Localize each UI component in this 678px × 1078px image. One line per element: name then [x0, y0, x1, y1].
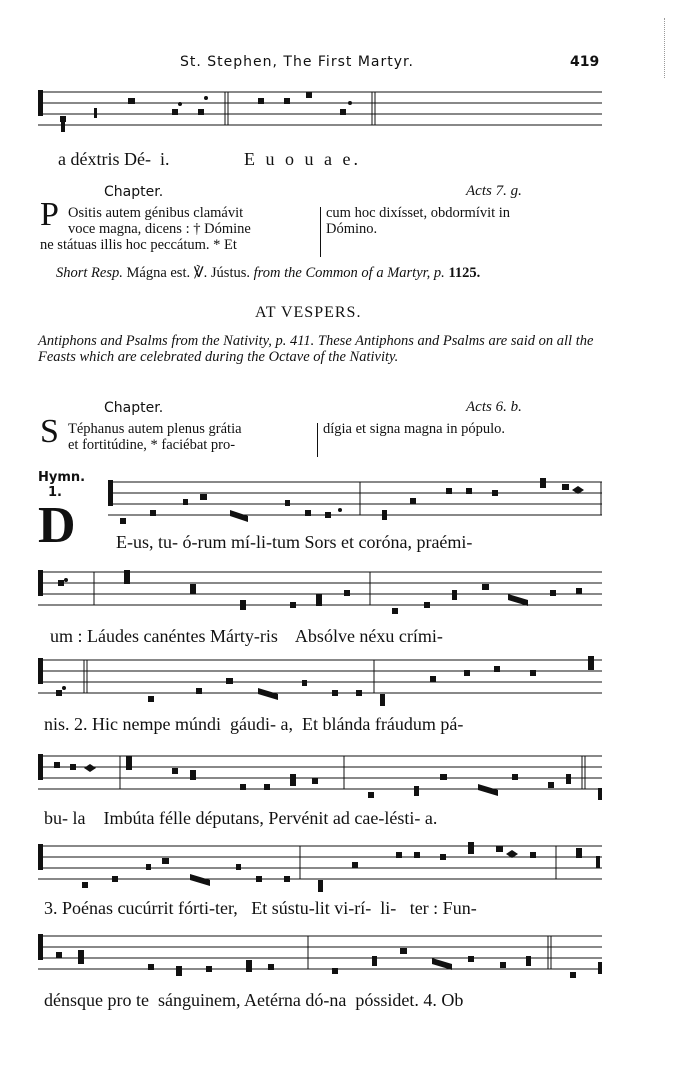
rubric-note: Antiphons and Psalms from the Nativity, p. 411. These Antiphons and Psalms are said on all the Feasts which are celebrated during the Octave of the Nativity. [38, 333, 594, 365]
chant-staff-5 [0, 746, 678, 806]
chapter-column-left [68, 421, 318, 453]
text-line: et fortitúdine, * faciébat pro- [68, 437, 236, 453]
short-resp-text: Jústus. [210, 265, 250, 281]
text-line: ne státuas illis hoc peccátum. * Et [40, 237, 237, 253]
hymn-lyric-line: bu- la Imbúta félle députans, Pervénit ad cae-lésti- a. [44, 808, 438, 828]
chapter-label: Chapter. [104, 400, 164, 416]
text-line: voce magna, dicens : † Dómine [68, 221, 251, 237]
short-resp-source: from the Common of a Martyr, p. [253, 265, 445, 281]
column-divider [320, 207, 321, 257]
drop-cap-d: D [38, 497, 76, 554]
drop-cap-s: S [40, 413, 59, 450]
hymn-lyric-line: um : Láudes canéntes Márty-ris Absólve néxu crími- [50, 626, 443, 646]
chapter-reference: Acts 7. g. [466, 183, 522, 199]
text-line: Ositis autem génibus clamávit [68, 205, 244, 221]
chant-staff-7 [0, 926, 678, 986]
running-title: St. Stephen, The First Martyr. [180, 54, 414, 70]
chapter-column-right [326, 205, 606, 237]
column-divider [317, 423, 318, 457]
short-resp-text: Mágna est. [126, 265, 191, 281]
hymn-number: 1. [48, 485, 62, 500]
hymn-lyric-line: 3. Poénas cucúrrit fórti-ter, Et sústu-lit vi-rí- li- ter : Fun- [44, 898, 477, 918]
hymn-lyric-line: nis. 2. Hic nempe múndi gáudi- a, Et blánda fráudum pá- [44, 714, 464, 734]
chant-staff-3 [0, 562, 678, 622]
chant-staff-6 [0, 836, 678, 896]
page-number: 419 [570, 54, 600, 70]
short-resp-page: 1125. [448, 265, 481, 281]
chapter-reference: Acts 6. b. [466, 399, 522, 415]
text-line: Téphanus autem plenus grátia [68, 421, 242, 437]
hymn-lyric-line: dénsque pro te sánguinem, Aetérna dó-na póssidet. 4. Ob [44, 990, 464, 1010]
text-line: dígia et signa magna in pópulo. [323, 421, 506, 437]
chant-staff-2 [0, 472, 678, 532]
antiphon-lyric-b: E u o u a e. [244, 149, 361, 169]
chapter-column-right [323, 421, 603, 437]
antiphon-lyric-a: a déxtris Dé- i. [58, 149, 170, 169]
chant-staff-1 [0, 86, 678, 146]
drop-cap-p: P [40, 196, 59, 233]
page-header [0, 54, 678, 76]
chapter-column-left [40, 205, 318, 253]
hymn-title: Hymn. [38, 470, 86, 485]
section-title: AT VESPERS. [255, 304, 362, 321]
hymn-lyric-line: E-us, tu- ó-rum mí-li-tum Sors et coróna, praémi- [116, 532, 473, 552]
short-resp-label: Short Resp. [56, 265, 123, 281]
text-line: cum hoc dixísset, obdormívit in [326, 205, 511, 221]
versicle-symbol: ℣. [193, 265, 208, 281]
margin-mark [664, 18, 666, 78]
short-responsory [56, 265, 480, 282]
chapter-label: Chapter. [104, 184, 164, 200]
chant-staff-4 [0, 650, 678, 710]
text-line: Dómino. [326, 221, 378, 237]
